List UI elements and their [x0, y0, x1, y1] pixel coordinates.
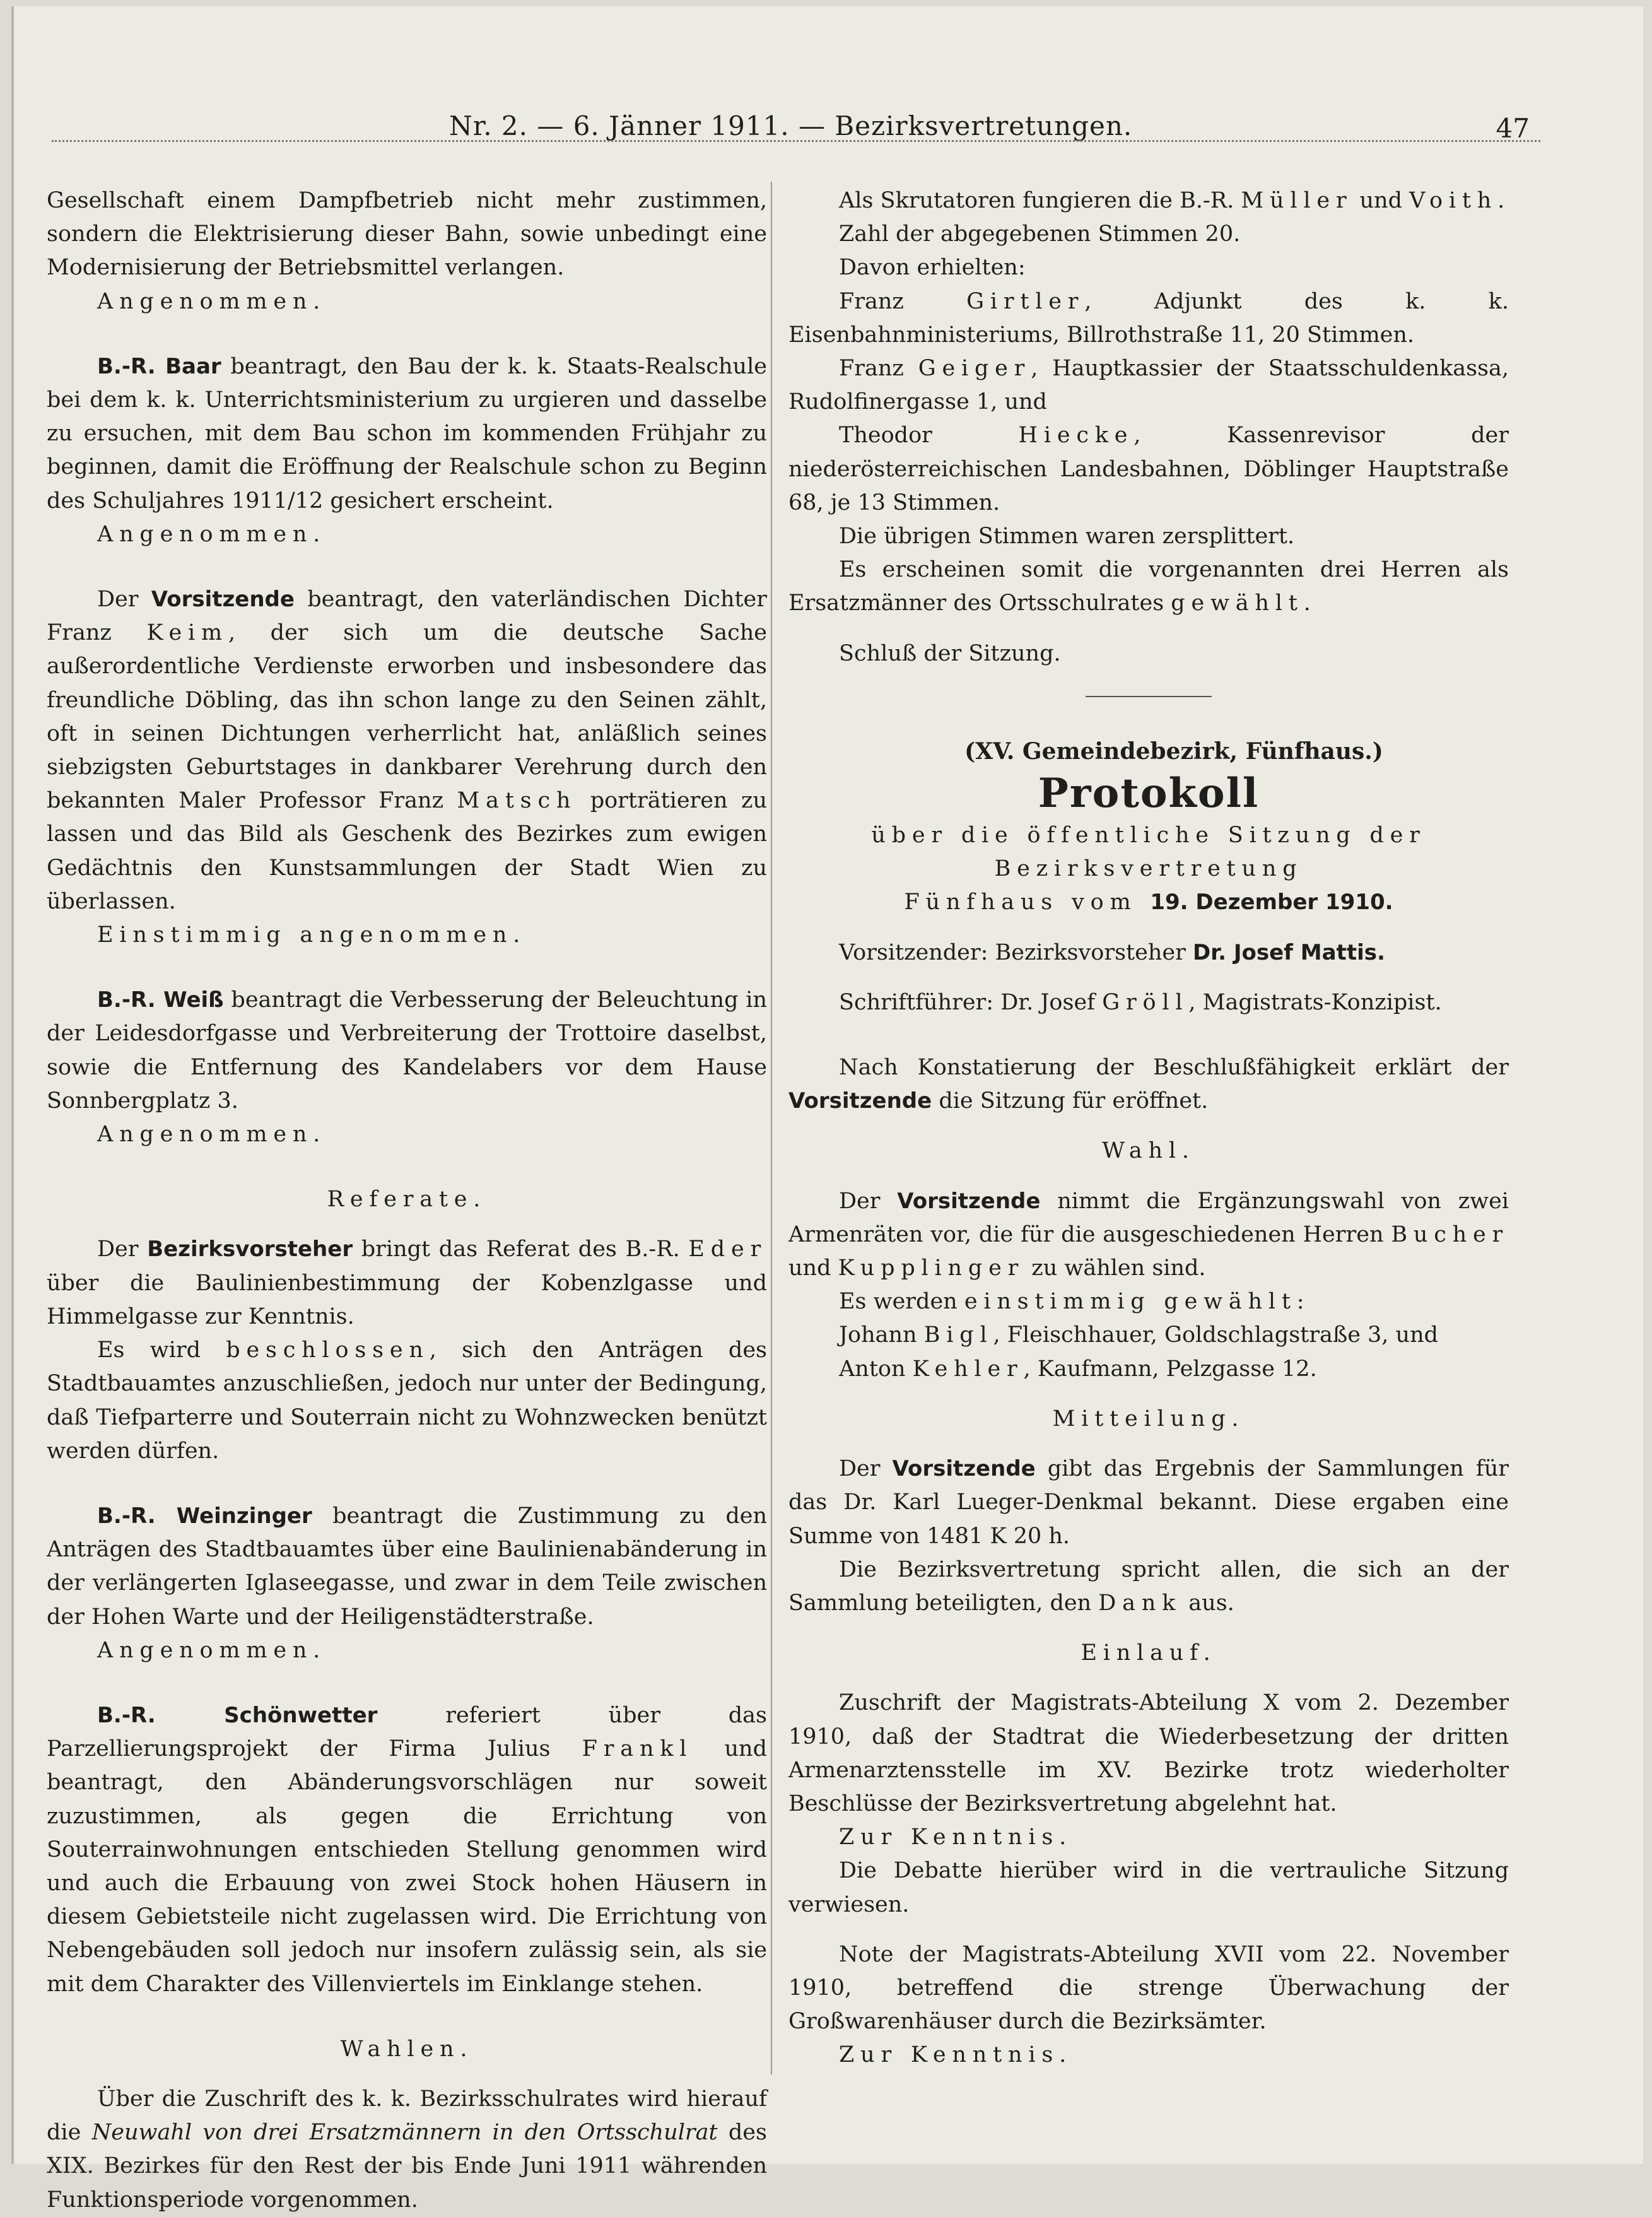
paragraph	[788, 1452, 1509, 1553]
result-text: Angenommen.	[97, 1122, 327, 1148]
paragraph	[788, 1319, 1509, 1352]
page-number: 47	[1496, 113, 1530, 144]
paragraph-text: :	[1296, 1289, 1304, 1315]
paragraph: Schluß der Sitzung.	[839, 640, 1061, 666]
paragraph-text: beantragt die Zustimmung zu den Anträgen des Stadtbauamtes über eine Baulinienabänderung in der verlängerten Iglaseegasse, und zwar in dem Teile zwischen der Hohen Warte und der Heiligenstädterstraße.	[47, 1503, 768, 1630]
section-heading: Wahlen.	[340, 2036, 474, 2062]
spaced-name: Kupplinger	[838, 1256, 1025, 1281]
paragraph-text: beantragt, den vaterländischen Dichter Franz	[47, 587, 768, 646]
paragraph: Zahl der abgegebenen Stimmen 20.	[839, 221, 1241, 247]
right-column	[788, 184, 1509, 2073]
paragraph-text: , Kassenrevisor der niederösterreichischen Landesbahnen, Döblinger Hauptstraße 68, je 13 Stimmen.	[788, 423, 1509, 515]
paragraph-text: , Hauptkassier der Staatsschuldenkassa, Rudolfinergasse 1, und	[788, 356, 1509, 415]
spaced-name: Hiecke	[1018, 423, 1134, 449]
result-text: Angenommen.	[97, 521, 327, 547]
spaced-word: beschlossen	[226, 1338, 430, 1363]
paragraph	[788, 1353, 1509, 1386]
paragraph	[47, 583, 767, 919]
paragraph: Die übrigen Stimmen waren zersplittert.	[839, 524, 1295, 550]
spaced-name: Müller	[1241, 188, 1353, 213]
paragraph-text: .	[1303, 591, 1311, 616]
result-text: Angenommen.	[97, 1637, 327, 1663]
subtitle-text: Fünfhaus vom	[904, 890, 1151, 915]
paragraph-text: über die Baulinienbestimmung der Kobenzlgasse und Himmelgasse zur Kenntnis.	[47, 1270, 767, 1329]
paragraph-text: .	[1497, 188, 1505, 213]
paragraph-text: referiert über das Parzellierungsprojekt der Firma Julius	[47, 1702, 767, 1762]
speaker-name: Vorsitzende	[788, 1088, 932, 1114]
paragraph-text: Anton	[839, 1356, 913, 1382]
paragraph: Note der Magistrats-Abteilung XVII vom 22. November 1910, betreffend die strenge Überwachung der Großwarenhäuser durch die Bezirksämter.	[788, 1941, 1509, 2035]
paragraph-text: porträtieren zu lassen und das Bild als Geschenk des Bezirkes zum ewigen Gedächtnis den Kunstsammlungen der Stadt Wien zu überlassen.	[47, 788, 767, 914]
section-heading: Referate.	[327, 1187, 487, 1213]
spaced-name: Gröll	[1102, 989, 1189, 1015]
spaced-name: Keim	[146, 620, 228, 646]
paragraph-text: des XIX. Bezirkes für den Rest der bis Ende Juni 1911 währenden Funktionsperiode vorgenommen.	[47, 2120, 767, 2213]
speaker-name: Bezirksvorsteher	[147, 1237, 353, 1262]
paragraph-text: , der sich um die deutsche Sache außerordentliche Verdienste erworben und insbesondere das freundliche Döbling, das ihn schon lange zu den Seinen zählt, oft in seinen Dichtungen verherrlicht hat, anläßlich seines siebzigsten Geburtstages in dankbarer Verehrung durch den bekannten Maler Professor Franz	[47, 620, 767, 814]
paragraph	[47, 1500, 767, 1634]
page-header	[14, 110, 1643, 148]
spaced-word: einstimmig gewählt	[964, 1289, 1297, 1315]
paragraph-text: beantragt, den Bau der k. k. Staats-Realschule bei dem k. k. Unterrichtsministerium zu urgieren und dasselbe zu ersuchen, mit dem Bau schon im kommenden Frühjahr zu beginnen, damit die Eröffnung der Realschule schon zu Beginn des Schuljahres 1911/12 gesichert erscheint.	[47, 353, 767, 514]
paragraph	[788, 1553, 1509, 1620]
paragraph-text: Johann	[839, 1322, 924, 1348]
protokoll-title: Protokoll	[1038, 770, 1260, 818]
paragraph-text: Über die Zuschrift des k. k. Bezirksschulrates wird hierauf die	[47, 2086, 767, 2146]
paragraph	[788, 352, 1509, 419]
speaker-name: Vorsitzende	[151, 587, 295, 613]
speaker-name: B.-R. Weiß	[97, 987, 224, 1013]
paragraph-text: und beantragt, den Abänderungsvorschlägen nur soweit zuzustimmen, als gegen die Errichtung von Souterrainwohnungen entschieden Stellung genommen wird und auch die Erbauung von zwei Stock hohen Häusern in diesem Gebietsteile nicht zugelassen wird. Die Errichtung von Nebengebäuden soll jedoch nur insofern zulässig sein, als sie mit dem Charakter des Villenviertels im Einklange stehen.	[47, 1736, 767, 1997]
paragraph-text: Der	[97, 1237, 148, 1262]
paragraph	[788, 553, 1509, 620]
paragraph	[788, 184, 1509, 218]
paragraph	[788, 419, 1509, 520]
protokoll-subtitle	[788, 886, 1509, 919]
paragraph-text: die Sitzung für eröffnet.	[932, 1088, 1209, 1114]
paragraph	[788, 285, 1509, 352]
paragraph-text: Als Skrutatoren fungieren die B.-R.	[839, 188, 1241, 213]
paragraph-text: Die Bezirksvertretung spricht allen, die sich an der Sammlung beteiligten, den	[788, 1556, 1509, 1616]
spaced-name: Eder	[688, 1237, 767, 1262]
speaker-name: Vorsitzende	[892, 1456, 1036, 1482]
paragraph	[788, 1185, 1509, 1286]
section-separator	[1086, 696, 1212, 697]
paragraph: Davon erhielten:	[839, 255, 1026, 281]
result-text: Zur Kenntnis.	[839, 2042, 1073, 2068]
paragraph-text: , Kaufmann, Pelzgasse 12.	[1023, 1356, 1317, 1382]
paragraph-text: und	[788, 1256, 838, 1281]
paragraph-text: Nach Konstatierung der Beschlußfähigkeit erklärt der	[839, 1055, 1509, 1081]
header-title: Nr. 2. — 6. Jänner 1911. — Bezirksvertretungen.	[449, 110, 1133, 141]
result-text: Angenommen.	[97, 288, 327, 314]
spaced-name: Kehler	[912, 1356, 1024, 1382]
spaced-name: Matsch	[457, 788, 577, 814]
paragraph-text: Schriftführer: Dr. Josef	[839, 989, 1103, 1015]
paragraph: Zuschrift der Magistrats-Abteilung X vom 2. Dezember 1910, daß der Stadtrat die Wiederbesetzung der dritten Armenarztensstelle im XV. Bezirke trotz wiederholter Beschlüsse der Bezirksvertretung abgelehnt hat.	[788, 1690, 1509, 1816]
secretary-line	[788, 986, 1509, 1020]
speaker-name: Vorsitzende	[897, 1188, 1041, 1214]
speaker-name: B.-R. Schönwetter	[97, 1702, 378, 1728]
session-date: 19. Dezember 1910.	[1150, 890, 1393, 915]
paragraph-text: gibt das Ergebnis der Sammlungen für das Dr. Karl Lueger-Denkmal bekannt. Diese ergaben eine Summe von 1481 K 20 h.	[788, 1456, 1509, 1549]
italic-text: Neuwahl von drei Ersatzmännern in den Ortsschulrat	[91, 2120, 718, 2146]
paragraph-text: bringt das Referat des B.-R.	[353, 1237, 689, 1262]
spaced-word: Dank	[1098, 1590, 1182, 1616]
paragraph: Gesellschaft einem Dampfbetrieb nicht mehr zustimmen, sondern die Elektrisierung dieser Bahn, sowie unbedingt eine Modernisierung der Betriebsmittel verlangen.	[47, 188, 767, 281]
paragraph-text: Franz	[839, 288, 967, 314]
spaced-word: gewählt	[1171, 591, 1304, 616]
paragraph-text: Es werden	[839, 1289, 964, 1315]
protokoll-subtitle: über die öffentliche Sitzung der Bezirksvertretung	[871, 823, 1426, 882]
spaced-name: Bigl	[923, 1322, 993, 1348]
paragraph	[47, 2083, 767, 2217]
paragraph-text: Franz	[839, 356, 918, 382]
paragraph-text: , Fleischhauer, Goldschlagstraße 3, und	[993, 1322, 1439, 1348]
chair-name: Dr. Josef Mattis.	[1192, 939, 1385, 965]
spaced-name: Geiger	[918, 356, 1031, 382]
header-rule	[52, 140, 1540, 142]
paragraph-text: Theodor	[839, 423, 1019, 449]
paragraph	[788, 1285, 1509, 1319]
result-text: Zur Kenntnis.	[839, 1825, 1073, 1850]
spaced-name: Girtler	[966, 288, 1085, 314]
paragraph-text: und	[1352, 188, 1410, 213]
district-heading: (XV. Gemeindebezirk, Fünfhaus.)	[964, 738, 1383, 765]
paragraph	[47, 1334, 767, 1468]
paragraph-text: nimmt die Ergänzungswahl von zwei Armenräten vor, die für die ausgeschiedenen Herren	[788, 1188, 1509, 1247]
paragraph-text: Der	[97, 587, 151, 613]
result-text: Einstimmig angenommen.	[97, 922, 527, 948]
spaced-name: Bucher	[1391, 1221, 1509, 1247]
paragraph-text: Vorsitzender: Bezirksvorsteher	[839, 939, 1193, 965]
paragraph	[47, 984, 767, 1118]
speaker-name: B.-R. Baar	[97, 353, 221, 379]
paragraph-text: Es erscheinen somit die vorgenannten drei Herren als Ersatzmänner des Ortsschulrates	[788, 557, 1509, 616]
left-column	[47, 184, 767, 2217]
paragraph-text: , Adjunkt des k. k. Eisenbahnministeriums, Billrothstraße 11, 20 Stimmen.	[788, 288, 1509, 348]
paragraph-text: , Magistrats-Konzipist.	[1188, 989, 1442, 1015]
paragraph-text: , sich den Anträgen des Stadtbauamtes anzuschließen, jedoch nur unter der Bedingung, daß Tiefparterre und Souterrain nicht zu Wohnzwecken benützt werden dürfen.	[47, 1338, 767, 1464]
paragraph-text: Der	[839, 1188, 898, 1214]
spaced-name: Frankl	[582, 1736, 693, 1762]
chair-line	[788, 936, 1509, 970]
section-heading: Mitteilung.	[1052, 1406, 1245, 1432]
paragraph-text: Der	[839, 1456, 893, 1482]
column-divider	[771, 182, 772, 2074]
paragraph	[47, 1699, 767, 2001]
spaced-name: Voith	[1409, 188, 1498, 213]
paragraph	[47, 1233, 767, 1334]
paragraph-text: beantragt die Verbesserung der Beleuchtung in der Leidesdorfgasse und Verbreiterung der Trottoire daselbst, sowie die Entfernung des Kandelabers vor dem Hause Sonnbergplatz 3.	[47, 987, 767, 1114]
paragraph-text: Es wird	[97, 1338, 226, 1363]
paragraph	[47, 350, 767, 518]
newspaper-page	[11, 6, 1643, 2213]
paragraph: Die Debatte hierüber wird in die vertrauliche Sitzung verwiesen.	[788, 1858, 1509, 1917]
speaker-name: B.-R. Weinzinger	[97, 1503, 312, 1529]
section-heading: Wahl.	[1102, 1138, 1195, 1164]
paragraph-text: aus.	[1181, 1590, 1234, 1616]
paragraph	[788, 1051, 1509, 1118]
section-heading: Einlauf.	[1081, 1640, 1217, 1666]
paragraph-text: zu wählen sind.	[1024, 1256, 1206, 1281]
